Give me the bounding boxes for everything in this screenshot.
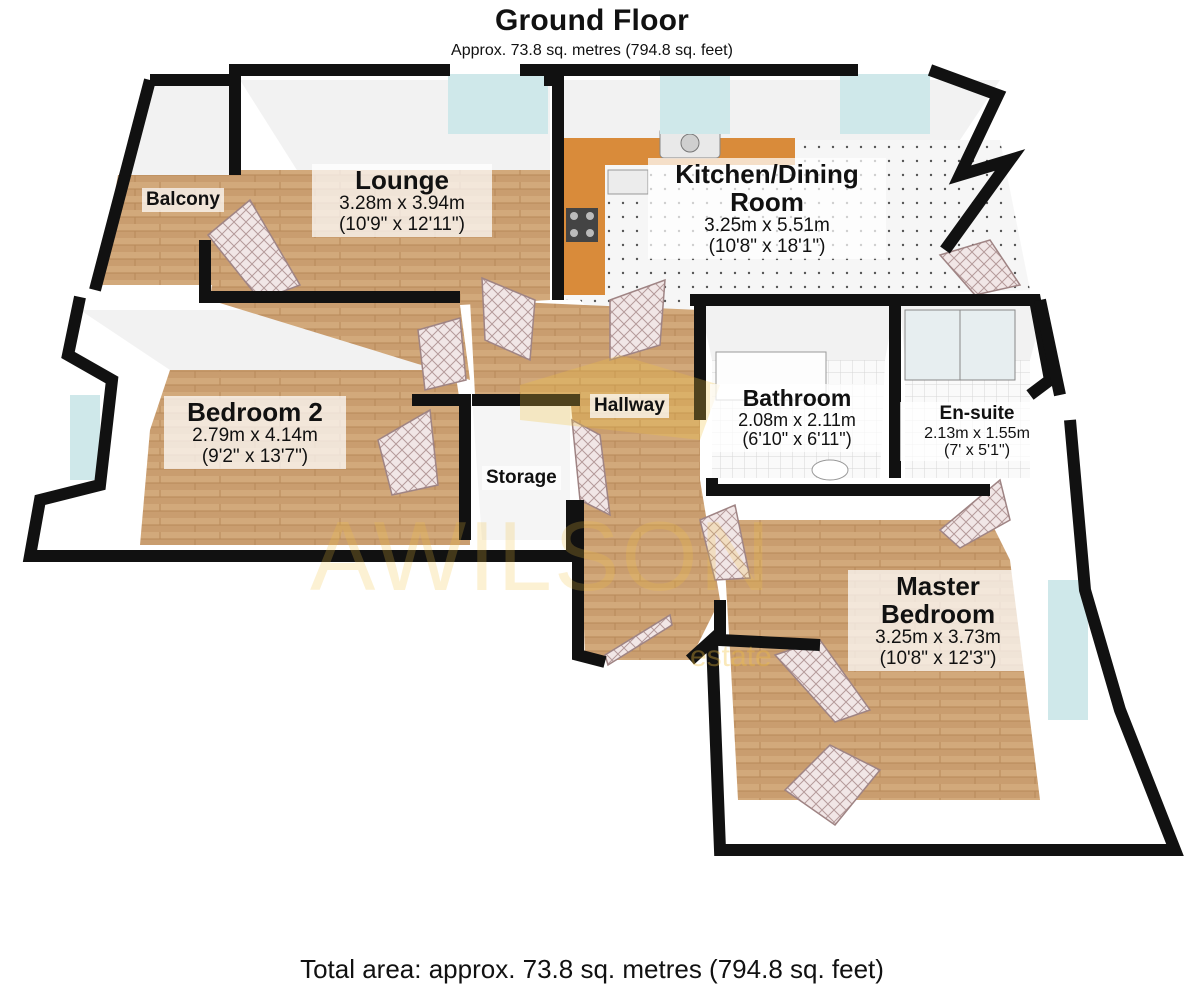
lounge-metric: 3.28m x 3.94m (339, 193, 465, 215)
bathroom-metric: 2.08m x 2.11m (738, 409, 856, 430)
kitchen-metric: 3.25m x 5.51m (704, 215, 830, 237)
ensuite-imperial: (7' x 5'1") (943, 441, 1011, 459)
ensuite-name: En-suite (939, 403, 1015, 424)
master-metric: 3.25m x 3.73m (875, 627, 1001, 649)
master-name-2: Bedroom (880, 599, 996, 630)
bathroom-imperial: (6'10" x 6'11") (742, 429, 852, 450)
bathroom-label (710, 384, 884, 452)
bedroom2-metric: 2.79m x 4.14m (192, 425, 318, 447)
total-area: Total area: approx. 73.8 sq. metres (794.8 sq. feet) (300, 954, 884, 984)
bedroom2-imperial: (9'2" x 13'7") (201, 445, 309, 467)
balcony-label: Balcony (142, 188, 224, 212)
kitchen-label (648, 158, 886, 259)
master-name-1: Master (896, 571, 980, 601)
ensuite-metric: 2.13m x 1.55m (924, 424, 1030, 442)
ensuite-label (900, 402, 1054, 461)
bedroom2-label (164, 396, 346, 469)
hallway-label: Hallway (590, 394, 669, 418)
storage-label: Storage (482, 466, 561, 490)
kitchen-name-2: Room (730, 187, 804, 218)
watermark-text: AWILSON (310, 501, 773, 611)
lounge-imperial: (10'9" x 12'11") (338, 213, 465, 235)
lounge-label (312, 164, 492, 237)
master-imperial: (10'8" x 12'3") (879, 647, 997, 669)
bedroom2-name: Bedroom 2 (187, 397, 323, 427)
plan-title: Ground Floor (494, 4, 690, 37)
lounge-name: Lounge (355, 165, 449, 195)
master-label (848, 570, 1028, 671)
bathroom-name: Bathroom (742, 385, 852, 411)
watermark-subtext: estate (690, 640, 772, 673)
kitchen-imperial: (10'8" x 18'1") (708, 235, 826, 257)
plan-subtitle: Approx. 73.8 sq. metres (794.8 sq. feet) (451, 42, 733, 59)
kitchen-name-1: Kitchen/Dining (675, 159, 859, 189)
door-bedroom2 (418, 318, 466, 390)
